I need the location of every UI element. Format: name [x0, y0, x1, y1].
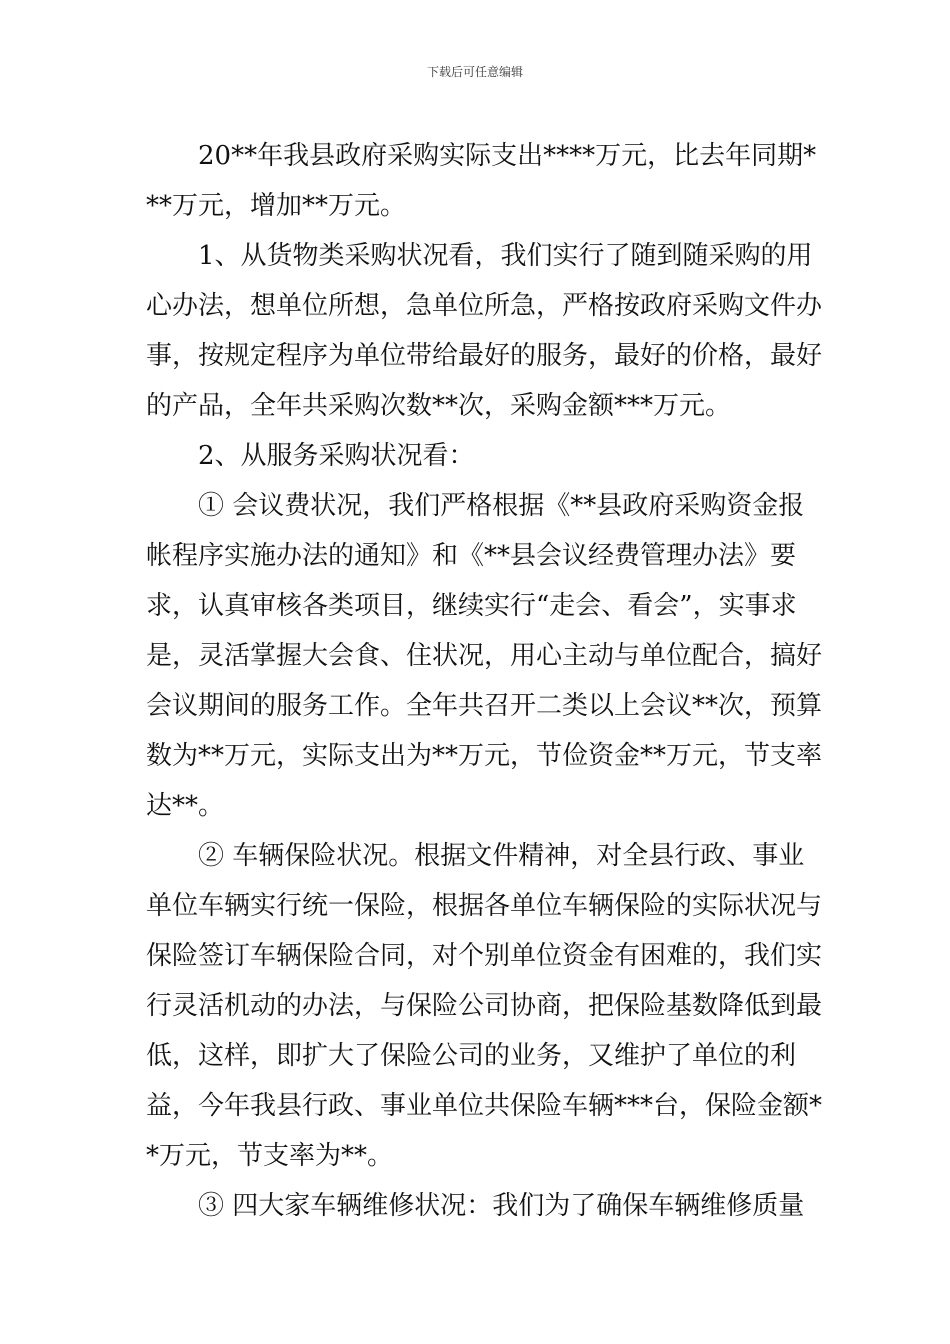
paragraph-vehicle-repair: ③ 四大家车辆维修状况：我们为了确保车辆维修质量 — [198, 1191, 805, 1221]
paragraph-summary: 20**年我县政府采购实际支出****万元，比去年同期***万元，增加**万元。 — [146, 141, 817, 221]
document-body — [146, 131, 826, 1231]
paragraph-vehicle-insurance: ② 车辆保险状况。根据文件精神，对全县行政、事业单位车辆实行统一保险，根据各单位车辆保险的实际状况与保险签订车辆保险合同，对个别单位资金有困难的，我们实行灵活机动的办法，与保险公司协商，把保险基数降低到最低，这样，即扩大了保险公司的业务，又维护了单位的利益，今年我县行政、事业单位共保险车辆***台，保险金额**万元，节支率为**。 — [146, 841, 823, 1171]
paragraph-service-procurement: 2、从服务采购状况看： — [198, 441, 475, 471]
page-header: 下载后可任意编辑 — [426, 65, 523, 79]
paragraph-goods-procurement: 1、从货物类采购状况看，我们实行了随到随采购的用心办法，想单位所想，急单位所急，严格按政府采购文件办事，按规定程序为单位带给最好的服务，最好的价格，最好的产品，全年共采购次数**次，采购金额***万元。 — [146, 241, 823, 421]
paragraph-meeting-fees: ① 会议费状况，我们严格根据《**县政府采购资金报帐程序实施办法的通知》和《**县会议经费管理办法》要求，认真审核各类项目，继续实行“走会、看会”，实事求是，灵活掌握大会食、住状况，用心主动与单位配合，搞好会议期间的服务工作。全年共召开二类以上会议**次，预算数为**万元，实际支出为**万元，节俭资金**万元，节支率达**。 — [146, 491, 823, 821]
